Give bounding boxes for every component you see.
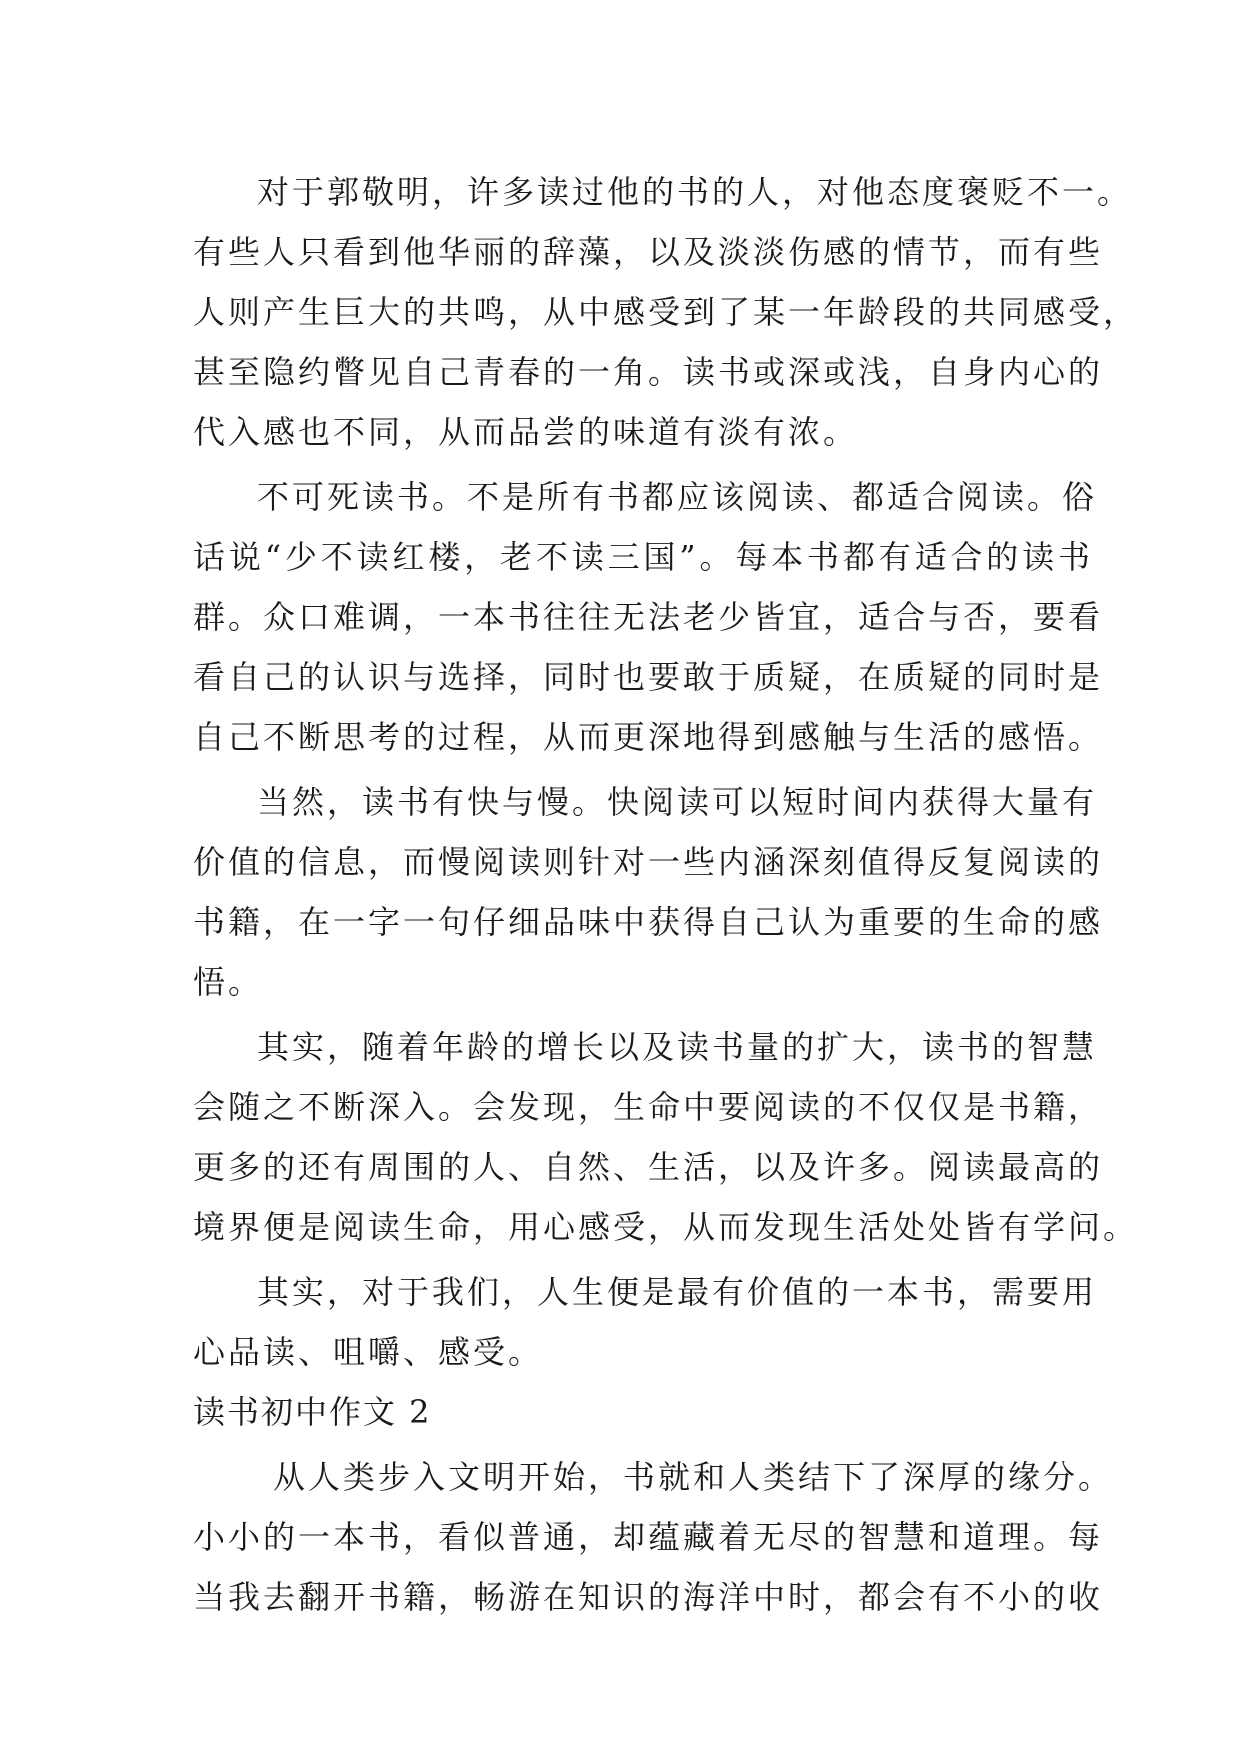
paragraph-2-line-2: 话说“少不读红楼，老不读三国”。每本书都有适合的读书: [193, 538, 1093, 576]
paragraph-2-line-5: 自己不断思考的过程，从而更深地得到感触与生活的感悟。: [193, 718, 1104, 756]
paragraph-4-line-4: 境界便是阅读生命，用心感受，从而发现生活处处皆有学问。: [193, 1208, 1139, 1246]
section-heading: 读书初中作文 2: [193, 1393, 432, 1431]
paragraph-5-line-2: 心品读、咀嚼、感受。: [193, 1333, 544, 1371]
paragraph-1-line-2: 有些人只看到他华丽的辞藻，以及淡淡伤感的情节，而有些: [193, 233, 1104, 271]
paragraph-6-line-1: 从人类步入文明开始，书就和人类结下了深厚的缘分。: [273, 1458, 1114, 1496]
paragraph-6-line-2: 小小的一本书，看似普通，却蕴藏着无尽的智慧和道理。每: [193, 1518, 1104, 1556]
paragraph-3-line-3: 书籍，在一字一句仔细品味中获得自己认为重要的生命的感: [193, 903, 1104, 941]
paragraph-5-line-1: 其实，对于我们，人生便是最有价值的一本书，需要用: [257, 1273, 1098, 1311]
paragraph-1-line-1: 对于郭敬明，许多读过他的书的人，对他态度褒贬不一。: [257, 173, 1133, 211]
paragraph-1-line-3: 人则产生巨大的共鸣，从中感受到了某一年龄段的共同感受，: [193, 293, 1139, 331]
paragraph-3-line-2: 价值的信息，而慢阅读则针对一些内涵深刻值得反复阅读的: [193, 843, 1104, 881]
paragraph-2-line-3: 群。众口难调，一本书往往无法老少皆宜，适合与否，要看: [193, 598, 1104, 636]
paragraph-1-line-4: 甚至隐约瞥见自己青春的一角。读书或深或浅，自身内心的: [193, 353, 1104, 391]
paragraph-1-line-5: 代入感也不同，从而品尝的味道有淡有浓。: [193, 413, 859, 451]
paragraph-4-line-2: 会随之不断深入。会发现，生命中要阅读的不仅仅是书籍，: [193, 1088, 1104, 1126]
paragraph-2-line-4: 看自己的认识与选择，同时也要敢于质疑，在质疑的同时是: [193, 658, 1104, 696]
paragraph-4-line-1: 其实，随着年龄的增长以及读书量的扩大，读书的智慧: [257, 1028, 1098, 1066]
paragraph-4-line-3: 更多的还有周围的人、自然、生活，以及许多。阅读最高的: [193, 1148, 1104, 1186]
paragraph-2-line-1: 不可死读书。不是所有书都应该阅读、都适合阅读。俗: [257, 478, 1098, 516]
paragraph-6-line-3: 当我去翻开书籍，畅游在知识的海洋中时，都会有不小的收: [193, 1578, 1104, 1616]
paragraph-3-line-4: 悟。: [193, 963, 264, 1001]
paragraph-3-line-1: 当然，读书有快与慢。快阅读可以短时间内获得大量有: [257, 783, 1098, 821]
